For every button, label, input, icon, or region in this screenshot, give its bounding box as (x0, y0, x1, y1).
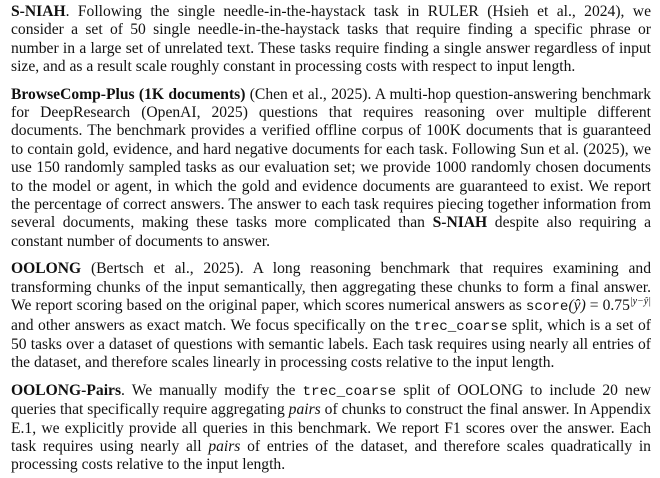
score-argument: (ŷ) (568, 297, 586, 315)
paragraph-heading: BrowseComp-Plus (1K documents) (11, 85, 246, 103)
paragraph-body: . We manually modify the (121, 381, 303, 399)
paragraph-body: of entries of the dataset, and therefore scales quadratically in processing costs relative to the input length. (11, 437, 651, 474)
score-function: score (525, 299, 569, 316)
split-name-code: trec_coarse (302, 383, 397, 400)
paragraph-body: (Bertsch et al., 2025). A long reasoning benchmark that requires examining and transforming chunks of the input semantically, then aggregating these chunks to form a final answer. We report scoring based on the original paper, which scores numerical answers as (11, 260, 651, 315)
paragraph-s-niah (11, 3, 651, 77)
score-equation: = 0.75 (585, 297, 630, 315)
paragraph-heading: OOLONG-Pairs (11, 381, 122, 399)
emphasis-pairs: pairs (288, 401, 321, 419)
paragraph-browsecomp-plus (11, 86, 651, 252)
paragraph-oolong (11, 260, 651, 372)
paragraph-oolong-pairs (11, 382, 651, 475)
paragraph-body: . Following the single needle-in-the-haystack task in RULER (Hsieh et al., 2024), we consider a set of 50 single needle-in-the-haystack tasks that require finding a specific phrase or number in a large set of unrelated text. These tasks require finding a single answer regardless of input size, and as a result scale roughly constant in processing costs with respect to input length. (11, 3, 651, 76)
inline-benchmark-ref: S-NIAH (432, 214, 488, 232)
emphasis-pairs: pairs (208, 437, 241, 455)
paragraph-heading: OOLONG (11, 260, 82, 278)
paragraph-body: split, which is a set of 50 tasks over a dataset of questions with semantic labels. Each task requires using nearly all entries of the dataset, and therefore scales linearly in processing costs relative to the input length. (11, 316, 651, 372)
paragraph-body: and other answers as exact match. We focus specifically on the (11, 316, 414, 334)
paragraph-body: of chunks to construct the final answer. In Appendix E.1, we explicitly provide all queries in this benchmark. We report F1 scores over the answer. Each task requires using nearly all (11, 401, 651, 455)
paragraph-heading: S-NIAH (11, 3, 66, 20)
split-name-code: trec_coarse (413, 318, 508, 335)
paragraph-body: split of OOLONG to include 20 new queries that specifically require aggregating (11, 381, 652, 419)
score-exponent: |y−ŷ| (629, 295, 651, 307)
paragraph-body-tail: despite also requiring a constant number of documents to answer. (11, 214, 651, 250)
paragraph-body: (Chen et al., 2025). A multi-hop question-answering benchmark for DeepResearch (OpenAI, 2025) questions that requires reasoning over multiple different documents. The benchmark provides a verified offline corpus of 100K documents that is guaranteed to contain gold, evidence, and hard negative documents for each task. Following Sun et al. (2025), we use 150 randomly sampled tasks as our evaluation set; we provide 1000 randomly chosen documents to the model or agent, in which the gold and evidence documents are guaranteed to exist. We report the percentage of correct answers. The answer to each task requires piecing together information from several documents, making these tasks more complicated than (11, 85, 651, 232)
